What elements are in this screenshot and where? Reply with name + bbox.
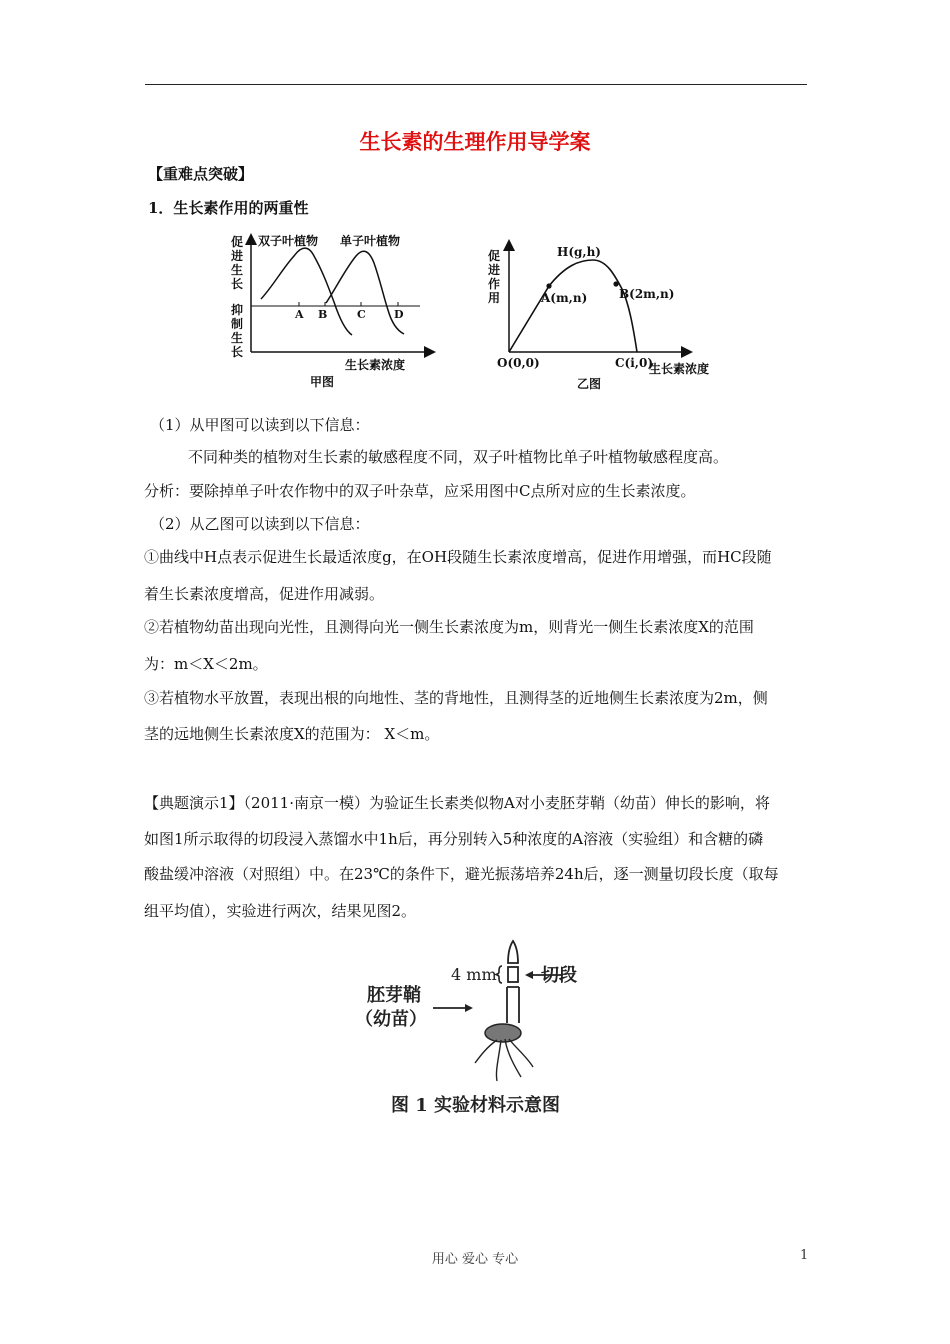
figure-1-material — [355, 935, 595, 1117]
point-b: B — [318, 308, 328, 321]
section-heading: 【重难点突破】 — [148, 165, 254, 183]
para-8d: 组平均值），实验进行两次，结果见图2。 — [144, 902, 417, 920]
point-a-dot — [546, 283, 551, 288]
coleoptile-stalk — [507, 987, 519, 1023]
jia-caption: 甲图 — [310, 375, 335, 389]
jia-ylabel-top-3: 生 — [231, 263, 244, 277]
yi-caption: 乙图 — [577, 377, 602, 391]
jia-xlabel: 生长素浓度 — [345, 358, 406, 372]
jia-ylabel-bot-4: 长 — [231, 345, 244, 359]
size-label: 4 mm — [451, 965, 497, 984]
yi-xlabel: 生长素浓度 — [649, 362, 710, 376]
segment-arrow-head — [525, 971, 533, 979]
para-5b: 着生长素浓度增高，促进作用减弱。 — [144, 585, 385, 603]
seed — [485, 1024, 521, 1042]
para-8c: 酸盐缓冲溶液（对照组）中。在23℃的条件下，避光振荡培养24h后，逐一测量切段长度（取每 — [144, 865, 779, 883]
jia-ylabel-bot-1: 抑 — [231, 303, 244, 317]
cut-segment — [508, 967, 518, 982]
para-7a: ③若植物水平放置，表现出根的向地性、茎的背地性，且测得茎的近地侧生长素浓度为2m，侧 — [144, 689, 768, 707]
jia-ylabel-top-4: 长 — [231, 277, 244, 291]
roots — [475, 1039, 533, 1081]
header-rule — [145, 84, 807, 85]
segment-label: 切段 — [541, 965, 577, 986]
para-8b: 如图1所示取得的切段浸入蒸馏水中1h后，再分别转入5种浓度的A溶液（实验组）和含糖的磷 — [144, 830, 764, 848]
dicot-curve — [261, 248, 352, 335]
jia-ylabel-bot-3: 生 — [231, 331, 244, 345]
subsection-heading: 1．生长素作用的两重性 — [148, 199, 309, 217]
page-number: 1 — [800, 1248, 809, 1263]
point-b-dot — [613, 281, 618, 286]
para-6a: ②若植物幼苗出现向光性，且测得向光一侧生长素浓度为m，则背光一侧生长素浓度X的范围 — [144, 618, 754, 636]
monocot-label: 单子叶植物 — [340, 234, 401, 248]
yi-ylabel-1: 促 — [488, 249, 501, 263]
point-c: C — [357, 308, 366, 321]
coleoptile-arrow-head — [465, 1004, 473, 1012]
point-b-label: B(2m,n) — [619, 287, 675, 301]
seedling-label: （幼苗） — [355, 1009, 427, 1030]
para-6b: 为：m＜X＜2m。 — [144, 655, 268, 673]
size-brace — [496, 966, 502, 983]
figure-jia — [228, 228, 443, 398]
monocot-curve — [326, 251, 404, 334]
coleoptile-label: 胚芽鞘 — [367, 985, 421, 1006]
promotion-curve — [509, 260, 637, 352]
jia-ylabel-bot-2: 制 — [231, 317, 244, 331]
figure-yi — [485, 234, 725, 394]
para-1: （1）从甲图可以读到以下信息： — [150, 416, 370, 434]
jia-ylabel-top-1: 促 — [231, 235, 244, 249]
yi-ylabel-4: 用 — [488, 291, 501, 305]
page-title: 生长素的生理作用导学案 — [359, 129, 591, 154]
point-a: A — [295, 308, 304, 321]
dicot-label: 双子叶植物 — [258, 234, 319, 248]
point-h-label: H(g,h) — [557, 245, 601, 259]
yi-ylabel-3: 作 — [488, 277, 501, 291]
para-2: 不同种类的植物对生长素的敏感程度不同，双子叶植物比单子叶植物敏感程度高。 — [188, 448, 729, 466]
jia-ylabel-top-2: 进 — [231, 249, 244, 263]
para-8a: 【典题演示1】（2011·南京一模）为验证生长素类似物A对小麦胚芽鞘（幼苗）伸长的影响，将 — [144, 794, 770, 812]
para-7b: 茎的远地侧生长素浓度X的范围为： X＜m。 — [144, 725, 440, 743]
point-d: D — [394, 308, 404, 321]
figure-1-caption: 图 1 实验材料示意图 — [391, 1095, 561, 1116]
para-4: （2）从乙图可以读到以下信息： — [150, 515, 370, 533]
page-footer: 用心 爱心 专心 — [431, 1252, 519, 1267]
para-5a: ①曲线中H点表示促进生长最适浓度g，在OH段随生长素浓度增高，促进作用增强，而HC段随 — [144, 548, 772, 566]
point-a-label: A(m,n) — [541, 291, 588, 305]
coleoptile-tip — [508, 941, 518, 963]
point-c-label: C(i,0) — [615, 356, 653, 370]
origin-label: O(0,0) — [497, 356, 540, 370]
yi-ylabel-2: 进 — [488, 263, 501, 277]
para-3: 分析：要除掉单子叶农作物中的双子叶杂草，应采用图中C点所对应的生长素浓度。 — [144, 482, 696, 500]
